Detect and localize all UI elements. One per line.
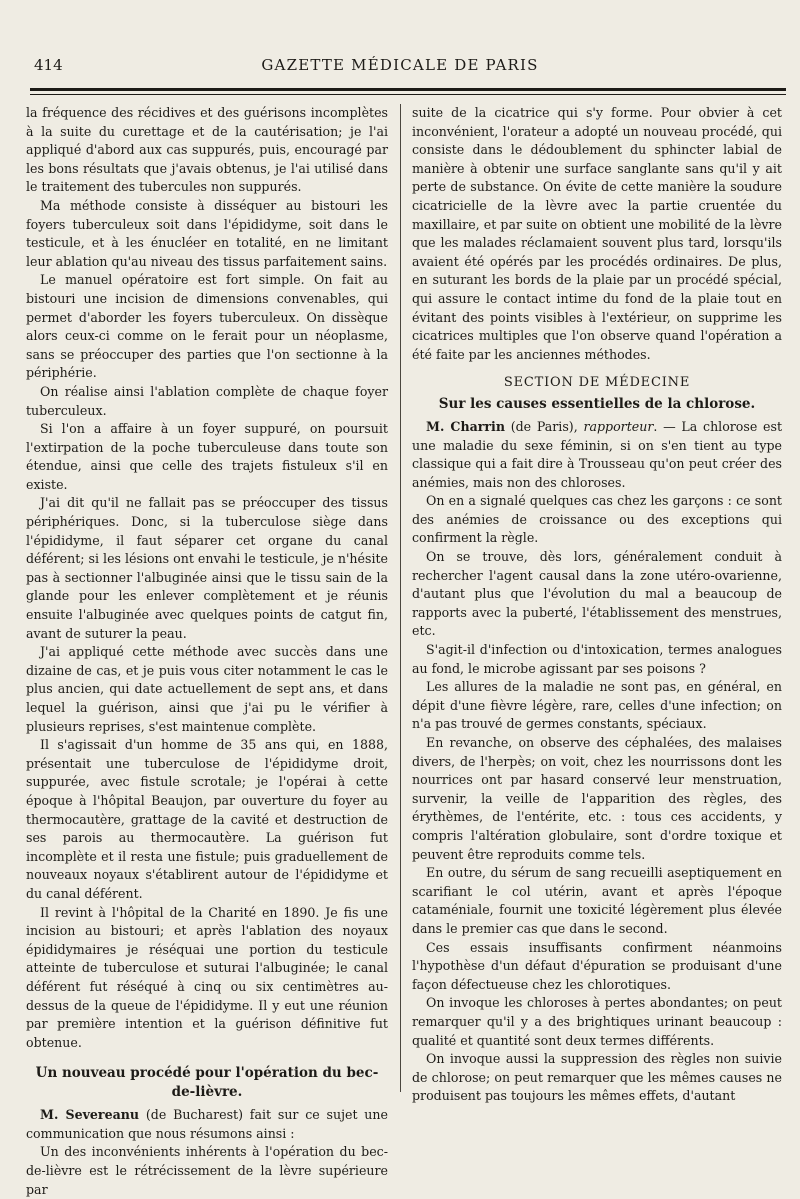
paragraph: suite de la cicatrice qui s'y forme. Pour obvier à cet inconvénient, l'orateur a adopté un nouveau procédé, qui consiste dans le dédoublement du sphincter labial de manière à obtenir une surface sanglante sans qu'il y ait perte de substance. On évite de cette manière la soudure cicatricielle de la lèvre avec la partie cruentée du maxillaire, et par suite on obtient une mobilité de la lèvre que les malades réclamaient souvent plus tard, lorsqu'ils avaient été opérés par les procédés ordinaires. De plus, en suturant les bords de la plaie par un procédé spécial, qui assure le contact intime du fond de la plaie tout en évitant des points visibles à l'extérieur, on supprime les cicatrices multiples que l'on observe quand l'opération a été faite par les anciennes méthodes. bbox=[412, 105, 782, 362]
paragraph: On se trouve, dès lors, généralement conduit à rechercher l'agent causal dans la zone utéro-ovarienne, d'autant plus que l'évolution du mal a beaucoup de rapports avec la puberté, l'établissement des menstrues, etc. bbox=[412, 549, 782, 639]
paragraph: En revanche, on observe des céphalées, des malaises divers, de l'herpès; on voit, chez les nourrissons dont les nourrices ont par hasard conservé leur menstruation, survenir, la veille de l'apparition des règles, des érythèmes, de l'entérite, etc. : tous ces accidents, y compris l'altération globulaire, sont d'ordre toxique et peuvent être reproduits comme tels. bbox=[412, 735, 782, 862]
paragraph: Ma méthode consiste à disséquer au bistouri les foyers tuberculeux soit dans l'épididyme, soit dans le testicule, et à les énucléer en totalité, en ne limitant leur ablation qu'au niveau des tissus parfaitement sains. bbox=[26, 197, 388, 269]
article-title: Sur les causes essentielles de la chlorose. bbox=[438, 395, 756, 412]
running-title: GAZETTE MÉDICALE DE PARIS bbox=[261, 56, 539, 74]
speaker-name: M. Severeanu bbox=[40, 1107, 140, 1123]
article-intro bbox=[412, 418, 782, 492]
paragraph: Le manuel opératoire est fort simple. On fait au bistouri une incision de dimensions convenables, qui permet d'aborder les foyers tuberculeux. On dissèque alors ceux-ci comme on le ferait pour un néoplasme, sans se préoccuper des parties que l'on sectionne à la périphérie. bbox=[26, 272, 388, 381]
header-rule bbox=[30, 88, 786, 91]
right-column bbox=[412, 104, 782, 1106]
paragraph: On invoque les chloroses à pertes abondantes; on peut remarquer qu'il y a des brightiques urinant beaucoup : qualité et quantité sont deux termes différents. bbox=[412, 995, 782, 1048]
paragraph: la fréquence des récidives et des guérisons incomplètes à la suite du curettage et de la cautérisation; je l'ai appliqué d'abord aux cas suppurés, puis, encouragé par les bons résultats que j'avais obtenus, je l'ai utilisé dans le traitement des tubercules non suppurés. bbox=[26, 105, 388, 195]
speaker-text: (de Bucharest) fait sur ce sujet une communication que nous résumons ainsi : bbox=[26, 1107, 388, 1141]
paragraph: J'ai dit qu'il ne fallait pas se préoccuper des tissus périphériques. Donc, si la tuberculose siège dans l'épididyme, il faut séparer cet organe du canal déférent; si les lésions ont envahi le testicule, je n'hésite pas à sectionner l'albuginée ainsi que le tissu sain de la glande pour les enlever complètement et je réunis ensuite l'albuginée avec quelques points de catgut fin, avant de suturer la peau. bbox=[26, 495, 388, 641]
speaker-name: M. Charrin bbox=[426, 418, 505, 434]
header-rule-thin bbox=[30, 94, 786, 95]
speaker-place: (de Paris), bbox=[504, 418, 584, 434]
article-title: Un nouveau procédé pour l'opération du bec-de-lièvre. bbox=[35, 1065, 379, 1101]
paragraph: On réalise ainsi l'ablation complète de chaque foyer tuberculeux. bbox=[26, 383, 388, 418]
paragraph: Il s'agissait d'un homme de 35 ans qui, en 1888, présentait une tuberculose de l'épididyme droit, suppurée, avec fistule scrotale; je l'opérai à cette époque à l'hôpital Beaujon, par ouverture du foyer au thermocautère, grattage de la cavité et destruction de ses parois au thermocautère. La guérison fut incomplète et il resta une fistule; puis graduellement de nouveaux noyaux s'établirent autour de l'épididyme et du canal déférent. bbox=[26, 737, 388, 901]
speaker-text: . — La chlorose est une maladie du sexe féminin, si on s'en tient au type classique qui a fait dire à Trousseau qu'on peut créer des anémies, mais non des chloroses. bbox=[412, 418, 783, 490]
paragraph: On invoque aussi la suppression des règles non suivie de chlorose; on peut remarquer que les mêmes causes ne produisent pas toujours les mêmes effets, d'autant bbox=[412, 1051, 782, 1104]
paragraph: Ces essais insuffisants confirment néanmoins l'hypothèse d'un défaut d'épuration se produisant d'une façon défectueuse chez les chlorotiques. bbox=[412, 939, 782, 992]
section-header: SECTION DE MÉDECINE bbox=[503, 375, 691, 391]
left-column bbox=[26, 104, 388, 1199]
page-number: 414 bbox=[34, 56, 63, 74]
paragraph: Un des inconvénients inhérents à l'opération du bec-de-lièvre est le rétrécissement de la lèvre supérieure par bbox=[26, 1144, 388, 1197]
speaker-role: rapporteur bbox=[583, 418, 654, 434]
paragraph: Si l'on a affaire à un foyer suppuré, on poursuit l'extirpation de la poche tuberculeuse dans toute son étendue, ainsi que celle des trajets fistuleux s'il en existe. bbox=[26, 421, 388, 492]
paragraph: Il revint à l'hôpital de la Charité en 1890. Je fis une incision au bistouri; et après l'ablation des noyaux épididymaires je réséquai une portion du testicule atteinte de tuberculose et suturai l'albuginée; le canal déférent fut réséqué à cinq ou six centimètres au-dessus de la queue de l'épididyme. Il y eut une réunion par première intention et la guérison définitive fut obtenue. bbox=[26, 904, 388, 1050]
column-divider bbox=[400, 104, 401, 1092]
paragraph: On en a signalé quelques cas chez les garçons : ce sont des anémies de croissance ou des exceptions qui confirment la règle. bbox=[412, 493, 782, 546]
paragraph: S'agit-il d'infection ou d'intoxication, termes analogues au fond, le microbe agissant par ses poisons ? bbox=[412, 642, 782, 676]
paragraph: En outre, du sérum de sang recueilli aseptiquement en scarifiant le col utérin, avant et après l'époque cataméniale, fournit une toxicité légèrement plus élevée dans le premier cas que dans le second. bbox=[412, 865, 782, 936]
paragraph: Les allures de la maladie ne sont pas, en général, en dépit d'une fièvre légère, rare, celles d'une infection; on n'a pas trouvé de germes constants, spéciaux. bbox=[412, 679, 782, 732]
page-header bbox=[30, 56, 770, 80]
paragraph: J'ai appliqué cette méthode avec succès dans une dizaine de cas, et je puis vous citer notamment le cas le plus ancien, qui date actuellement de sept ans, et dans lequel la guérison, ainsi que j'ai pu le vérifier à plusieurs reprises, s'est maintenue complète. bbox=[26, 644, 388, 734]
